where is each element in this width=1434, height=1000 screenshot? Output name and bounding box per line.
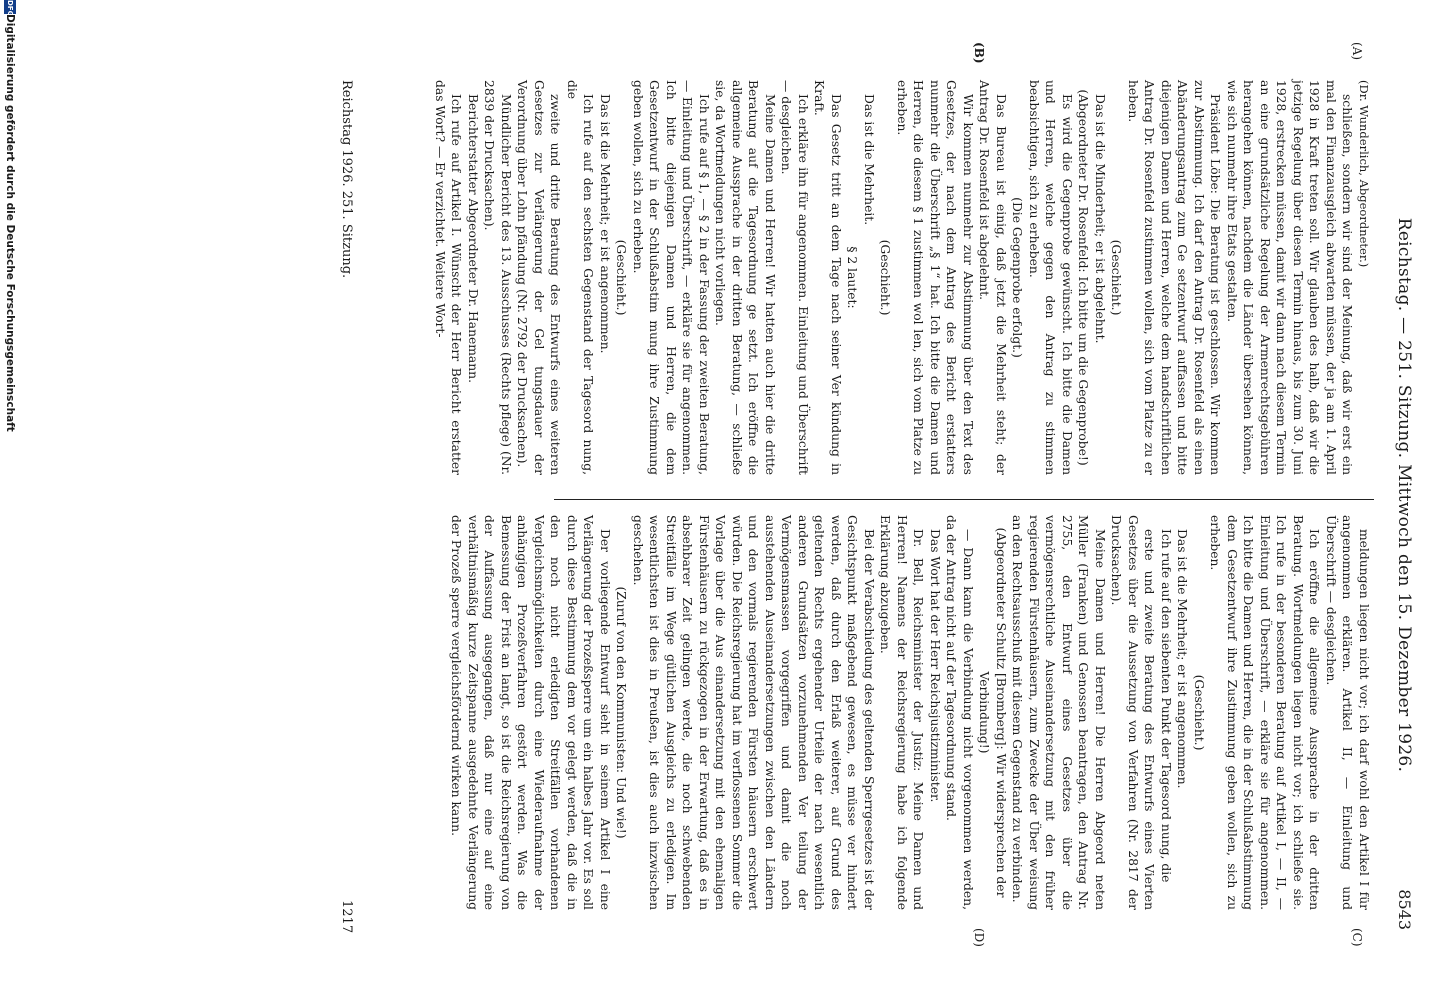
- margin-mark-a: (A): [1350, 42, 1364, 61]
- footer-page: 1217: [339, 900, 354, 934]
- paragraph: Das ist die Minderheit; er ist abgelehnt.: [1093, 94, 1107, 344]
- paragraph: (Abgeordneter Schultz [Bromberg]: Wir widersprechen der Verbindung!): [977, 527, 1008, 898]
- paragraph: — Dann kann die Verbindung nicht vorgenommen werden, da der Antrag nicht auf der Tagesordnung stand.: [944, 515, 975, 910]
- header-title: Reichstag. — 251. Sitzung. Mittwoch den 15. Dezember 1926.: [1394, 217, 1414, 773]
- paragraph: Präsident Löbe: Die Beratung ist geschlossen. Wir kommen zur Abstimmung. Ich darf den Antrag Dr. Rosenfeld als einen Abänderungsantrag zum Ge setzentwurf auffassen und bitte diejenigen Damen und Herren, welche dem handschriftlichen Antrag Dr. Rosenfeld zustimmen wollen, sich vom Platze zu er heben.: [1126, 80, 1223, 475]
- margin-mark-d: (D): [972, 928, 986, 947]
- credit-text: Digitalisierung gefördert durch die Deutsche Forschungsgemeinschaft: [4, 14, 16, 432]
- paragraph: Es wird die Gegenprobe gewünscht. Ich bitte die Damen und Herren, welche gegen den Antrag zu stimmen beabsichtigen, sich zu erheben.: [1027, 80, 1074, 475]
- paragraph: Ich rufe auf den sechsten Gegenstand der Tagesord nung, die: [565, 80, 596, 475]
- paragraph: Meine Damen und Herren! Wir hatten auch hier die dritte Beratung auf die Tagesordnung ge setzt. Ich eröffne die allgemeine Aussprache in der dritten Beratung, — schließe sie, da Wortmeldungen nicht vorliegen.: [713, 80, 777, 475]
- paragraph: (Geschieht.): [1192, 674, 1206, 751]
- dfg-logo: DFG: [6, 0, 14, 17]
- paragraph: (Zuruf von den Kommunisten: Und wie!): [614, 586, 629, 839]
- paragraph: (Geschieht.): [878, 239, 893, 316]
- paragraph: Ich rufe auf den siebenten Punkt der Tagesord nung, die: [1159, 529, 1173, 883]
- column-divider: [554, 499, 1374, 500]
- paragraph: Ich eröffne die allgemeine Aussprache in der dritten Beratung. Wortmeldungen liegen nicht vor; ich schließe sie. Ich rufe in der besonderen Beratung auf Artikel I, — II, — Einleitung und Überschrift, — erkläre sie für angenommen. Ich bitte die Damen und Herren, die in der Schlußabstimmung dem Gesetzentwurf ihre Zustimmung geben wollen, sich zu erheben.: [1208, 515, 1322, 910]
- paragraph: Ich erkläre ihn für angenommen. Einleitung und Überschrift — desgleichen.: [779, 80, 810, 475]
- paragraph: Das Wort hat der Herr Reichsjustizminister.: [928, 529, 942, 803]
- paragraph: Das Gesetz tritt an dem Tage nach seiner Ver kündung in Kraft.: [812, 80, 843, 475]
- paragraph: Das ist die Mehrheit; er ist angenommen.: [598, 94, 612, 354]
- paragraph: Ich rufe auf Artikel I. Wünscht der Herr Bericht erstatter das Wort? — Er verzichtet. Weitere Wort-: [433, 80, 464, 475]
- paragraph: erste und zweite Beratung des Entwurfs eines Vierten Gesetzes über die Aussetzung von Verfahren (Nr. 2817 der Drucksachen).: [1109, 515, 1157, 910]
- paragraph: Ich rufe auf § 1, — § 2 in der Fassung der zweiten Beratung, — Einleitung und Überschrift, — erkläre sie für angenommen. Ich bitte diejenigen Damen und Herren, die dem Gesetzentwurf in der Schlußabstim mung ihre Zustimmung geben wollen, sich zu erheben.: [631, 80, 711, 475]
- paragraph: § 2 lautet:: [845, 246, 860, 309]
- paragraph: Berichterstatter Abgeordneter Dr. Hanemann.: [466, 94, 480, 384]
- paragraph: Wir kommen nunmehr zur Abstimmung über den Text des Gesetzes, der nach dem Antrag des Bericht erstatters nunmehr die Überschrift „§ 1“ hat. Ich bitte die Damen und Herren, die diesem § 1 zustimmen wol len, sich vom Platze zu erheben.: [895, 80, 975, 475]
- left-column: [432, 80, 1373, 475]
- page-number: 8543: [1395, 889, 1414, 930]
- paragraph: Der vorliegende Entwurf sieht in seinem Artikel I eine Verlängerung der Prozeßsperre um ein halbes Jahr vor. Es soll durch diese Bestimmung dem vor gelegt werden, daß die in den noch nicht erledigten Streitfällen vorhandenen Vergleichsmöglichkeiten durch eine Wiederaufnahme der anhängigen Prozeßverfahren gestört werden. Was die Bemessung der Frist an langt, so ist die Reichsregierung von der Auffassung ausgegangen, daß nur eine auf eine verhältnismäßig kurze Zeitspanne ausgedehnte Verlängerung der Prozeß sperre vergleichsfördernd wirken kann.: [449, 515, 612, 910]
- margin-mark-c: (C): [1350, 928, 1364, 947]
- paragraph: Mündlicher Bericht des 13. Ausschusses (Rechts pflege) (Nr. 2839 der Drucksachen).: [482, 80, 513, 475]
- paragraph: Das ist die Mehrheit.: [862, 94, 876, 226]
- paragraph: (Geschieht.): [614, 239, 629, 316]
- right-column: [448, 515, 1372, 910]
- paragraph: Das Bureau ist einig, daß jetzt die Mehrheit steht; der Antrag Dr. Rosenfeld ist abgelehnt.: [977, 80, 1008, 475]
- paragraph: meldungen liegen nicht vor; ich darf wohl den Artikel I für angenommen erklären. Artikel II, — Einleitung und Überschrift — desgleichen.: [1324, 515, 1371, 910]
- footer-left: Reichstag 1926. 251. Sitzung.: [339, 80, 354, 279]
- paragraph: schließen, sondern wir sind der Meinung, daß wir erst ein mal den Finanzausgleich abwarten müssen, der ja am 1. April 1928 in Kraft treten soll. Wir glauben des halb, daß wir die jetzige Regelung über diesen Termin hinaus, bis zum 30. Juni 1928, erstrecken müssen, damit wir dann nach diesem Termin an eine grundsätzliche Regelung der Armenrechtsgebühren herangehen können, nachdem die Länder übersehen können, wie sich nunmehr ihre Etats gestalten.: [1225, 80, 1355, 475]
- page-header: [1386, 60, 1416, 930]
- paragraph: zweite und dritte Beratung des Entwurfs eines weiteren Gesetzes zur Verlängerung der Gel tungsdauer der Verordnung über Lohn pfändung (Nr. 2792 der Drucksachen).: [515, 80, 563, 475]
- paragraph: Das ist die Mehrheit; er ist angenommen.: [1175, 529, 1190, 789]
- dfg-credit: [0, 0, 20, 1000]
- margin-mark-b: (B): [972, 42, 986, 64]
- paragraph: Meine Damen und Herren! Die Herren Abgeord neten Müller (Franken) und Genossen beantragen, den Antrag Nr. 2755, den Entwurf eines Gesetzes über die vermögensrechtliche Auseinandersetzung mit den früher regierenden Fürstenhäusern, zum Zwecke der Über weisung an den Rechtsausschuß mit diesem Gegenstand zu verbinden.: [1010, 515, 1107, 910]
- paragraph: Bei der Verabschiedung des geltenden Sperrgesetzes ist der Gesichtspunkt maßgebend gewesen, es müsse ver hindert werden, daß durch den Erlaß weiterer, auf Grund des geltenden Rechts ergehender Urteile der nach wesentlich anderen Grundsätzen vorzunehmenden Ver teilung der Vermögensmassen vorgegriffen und damit die noch ausstehenden Auseinandersetzungen zwischen den Ländern und den vormals regierenden Fürsten häusern erschwert würden. Die Reichsregierung hat im verflossenen Sommer die Vorlage über die Aus einandersetzung mit den ehemaligen Fürstenhäusern zu rückgezogen in der Erwartung, daß es in absehbarer Zeit gelingen werde, die noch schwebenden Streitfälle im Wege gütlichen Ausgleichs zu erledigen. Im wesentlichsten ist dies in Preußen, ist dies auch inzwischen geschehen.: [631, 515, 876, 910]
- paragraph: (Dr. Wunderlich, Abgeordneter.): [1357, 80, 1371, 268]
- paragraph: (Geschieht.): [1109, 239, 1124, 316]
- paragraph: (Die Gegenprobe erfolgt.): [1010, 197, 1025, 358]
- paragraph: (Abgeordneter Dr. Rosenfeld: Ich bitte um die Gegenprobe!): [1076, 89, 1091, 466]
- paragraph: Dr. Bell, Reichsminister der Justiz: Meine Damen und Herren! Namens der Reichsregierung habe ich folgende Erklärung abzugeben.: [878, 515, 926, 910]
